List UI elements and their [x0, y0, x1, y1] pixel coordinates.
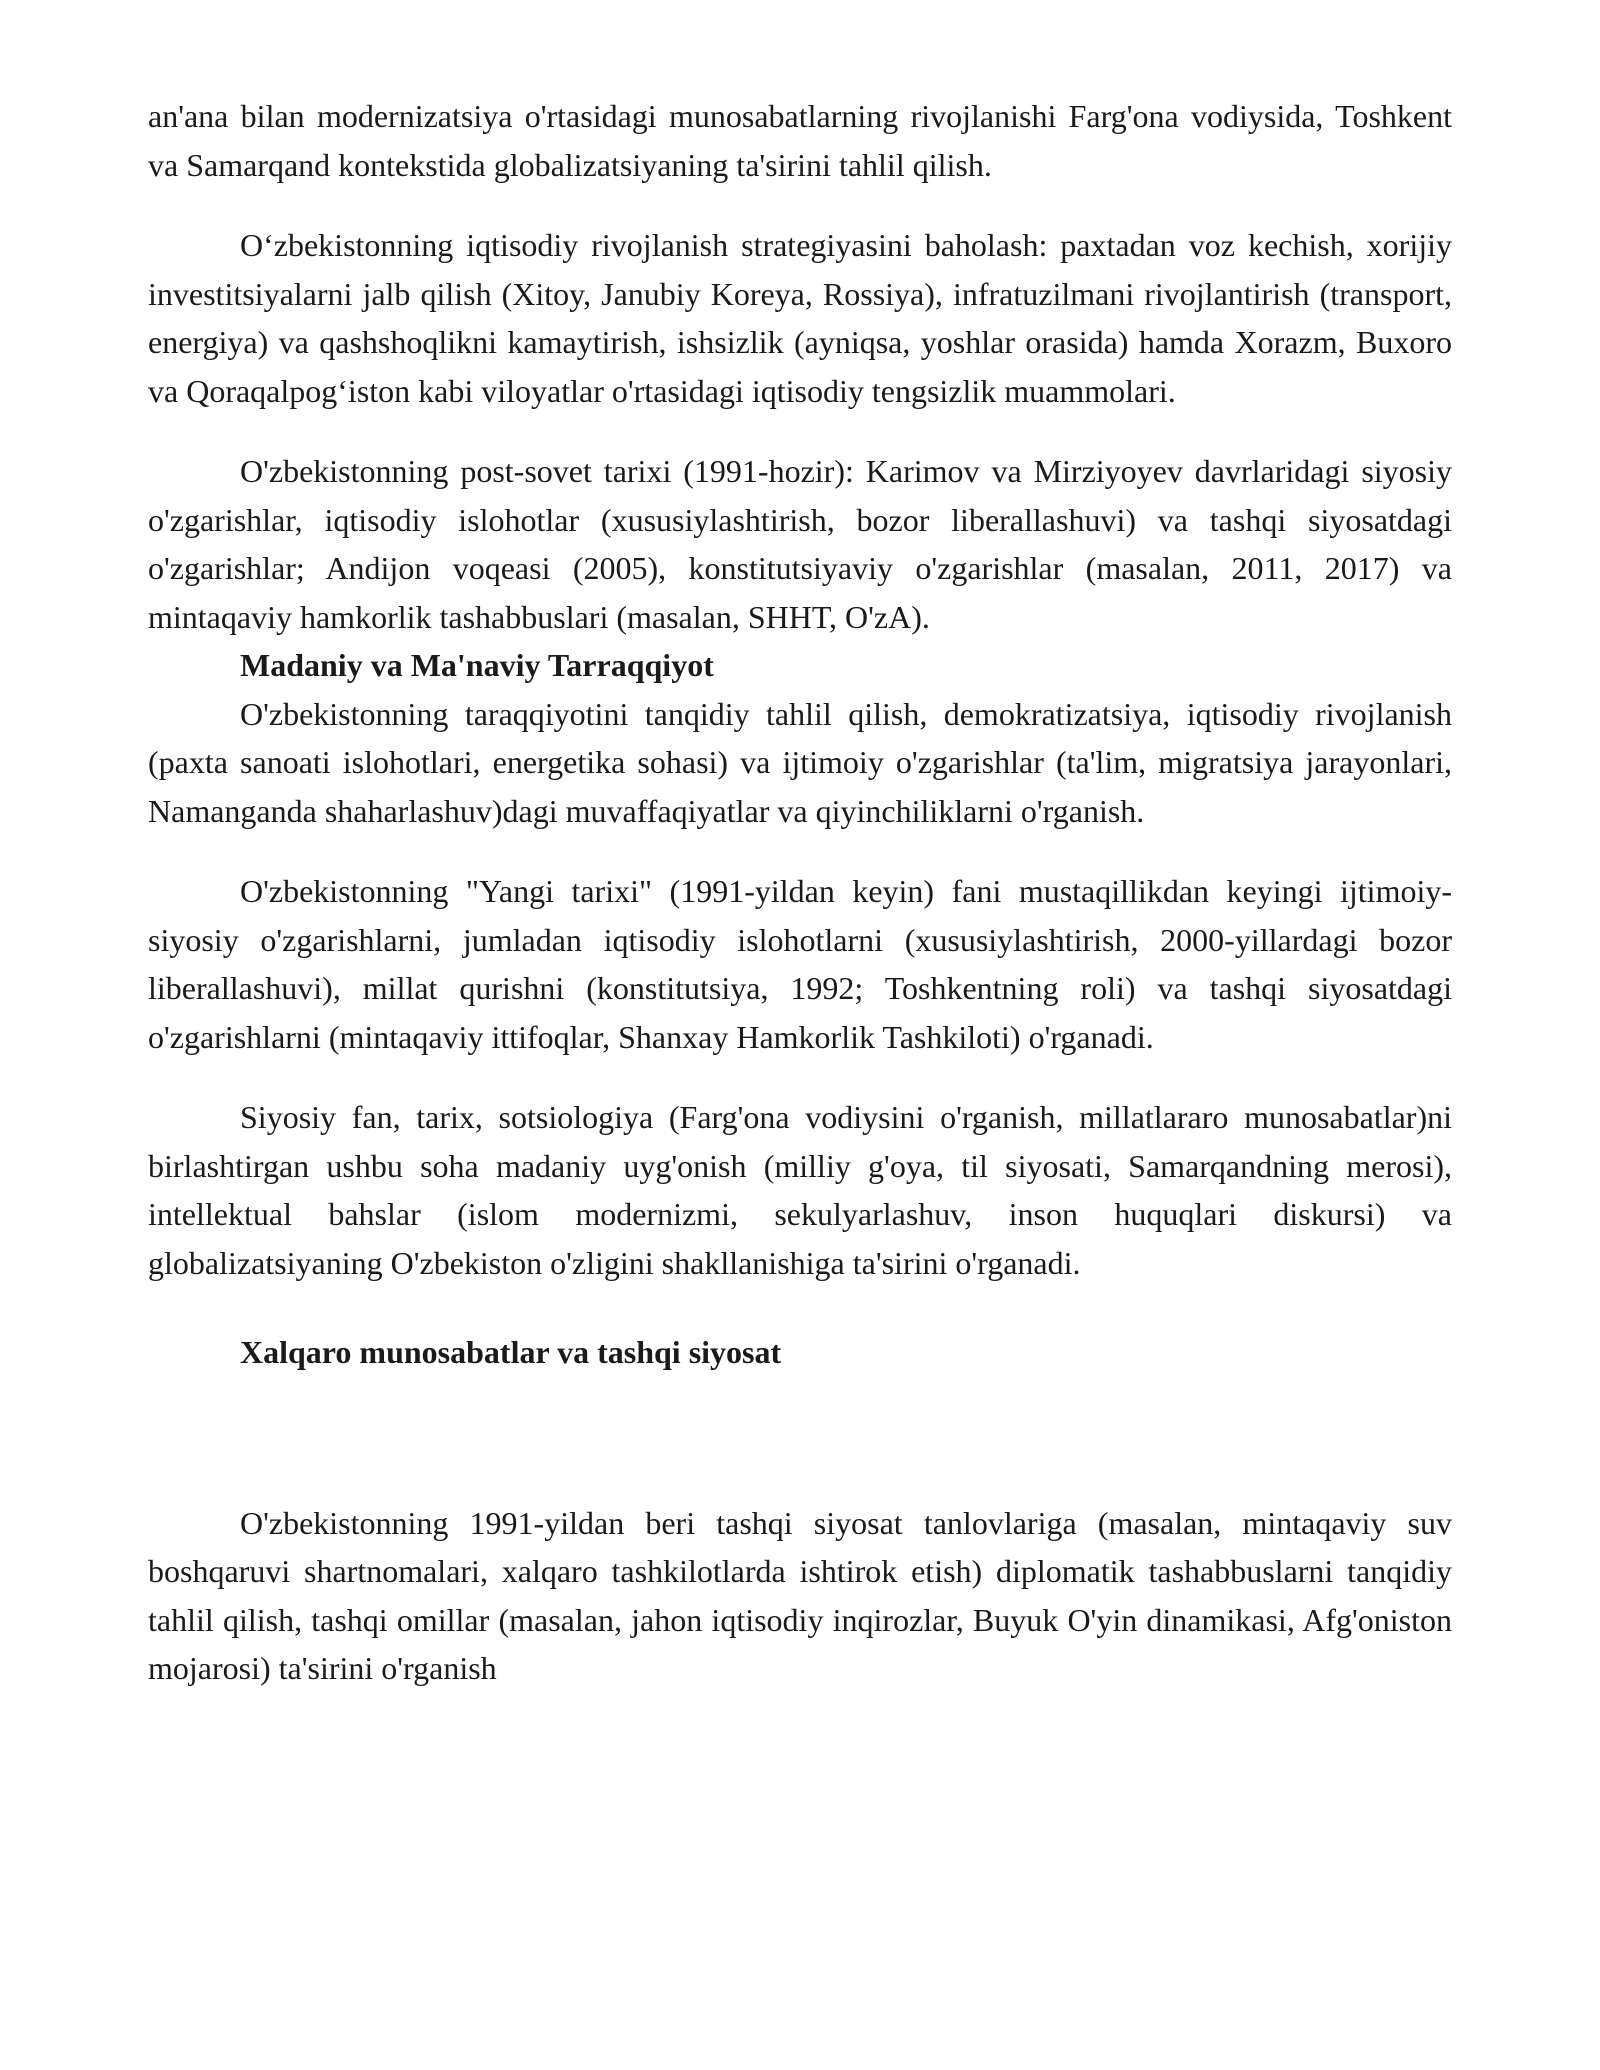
paragraph-post-soviet-history: O'zbekistonning post-sovet tarixi (1991-hozir): Karimov va Mirziyoyev davrlaridagi siyosiy o'zgarishlar, iqtisodiy islohotlar (xususiylashtirish, bozor liberallashuvi) va tashqi siyosatdagi o'zgarishlar; Andijon voqeasi (2005), konstitutsiyaviy o'zgarishlar (masalan, 2011, 2017) va mintaqaviy hamkorlik tashabbuslari (masalan, SHHT, O'zA). — [148, 453, 1452, 635]
paragraph-development-analysis: O'zbekistonning taraqqiyotini tanqidiy tahlil qilish, demokratizatsiya, iqtisodiy rivojlanish (paxta sanoati islohotlari, energetika sohasi) va ijtimoiy o'zgarishlar (ta'lim, migratsiya jarayonlari, Namanganda shaharlashuv)dagi muvaffaqiyatlar va qiyinchiliklarni o'rganish. — [148, 695, 1452, 829]
paragraph-globalization-analysis: an'ana bilan modernizatsiya o'rtasidagi munosabatlarning rivojlanishi Farg'ona vodiysida, Toshkent va Samarqand kontekstida globalizatsiyaning ta'sirini tahlil qilish. — [148, 98, 1452, 183]
section-heading-cultural-development: Madaniy va Ma'naviy Tarraqqiyot — [240, 647, 714, 683]
paragraph-economic-strategy: O‘zbekistonning iqtisodiy rivojlanish strategiyasini baholash: paxtadan voz kechish, xorijiy investitsiyalarni jalb qilish (Xitoy, Janubiy Koreya, Rossiya), infratuzilmani rivojlantirish (transport, energiya) va qashshoqlikni kamaytirish, ishsizlik (ayniqsa, yoshlar orasida) hamda Xorazm, Buxoro va Qoraqalpog‘iston kabi viloyatlar o'rtasidagi iqtisodiy tengsizlik muammolari. — [148, 227, 1452, 409]
paragraph-foreign-policy: O'zbekistonning 1991-yildan beri tashqi siyosat tanlovlariga (masalan, mintaqaviy suv boshqaruvi shartnomalari, xalqaro tashkilotlarda ishtirok etish) diplomatik tashabbuslarni tanqidiy tahlil qilish, tashqi omillar (masalan, jahon iqtisodiy inqirozlar, Buyuk O'yin dinamikasi, Afg'oniston mojarosi) ta'sirini o'rganish — [148, 1504, 1452, 1686]
paragraph-new-history: O'zbekistonning "Yangi tarixi" (1991-yildan keyin) fani mustaqillikdan keyingi ijtimoiy-siyosiy o'zgarishlarni, jumladan iqtisodiy islohotlarni (xususiylashtirish, 2000-yillardagi bozor liberallashuvi), millat qurishni (konstitutsiya, 1992; Toshkentning roli) va tashqi siyosatdagi o'zgarishlarni (mintaqaviy ittifoqlar, Shanxay Hamkorlik Tashkiloti) o'rganadi. — [148, 873, 1452, 1055]
document-page — [148, 92, 1452, 1693]
section-heading-international-relations: Xalqaro munosabatlar va tashqi siyosat — [240, 1334, 782, 1370]
paragraph-interdisciplinary-field: Siyosiy fan, tarix, sotsiologiya (Farg'ona vodiysini o'rganish, millatlararo munosabatlar)ni birlashtirgan ushbu soha madaniy uyg'onish (milliy g'oya, til siyosati, Samarqandning merosi), intellektual bahslar (islom modernizmi, sekulyarlashuv, inson huquqlari diskursi) va globalizatsiyaning O'zbekiston o'zligini shakllanishiga ta'sirini o'rganadi. — [148, 1099, 1452, 1281]
